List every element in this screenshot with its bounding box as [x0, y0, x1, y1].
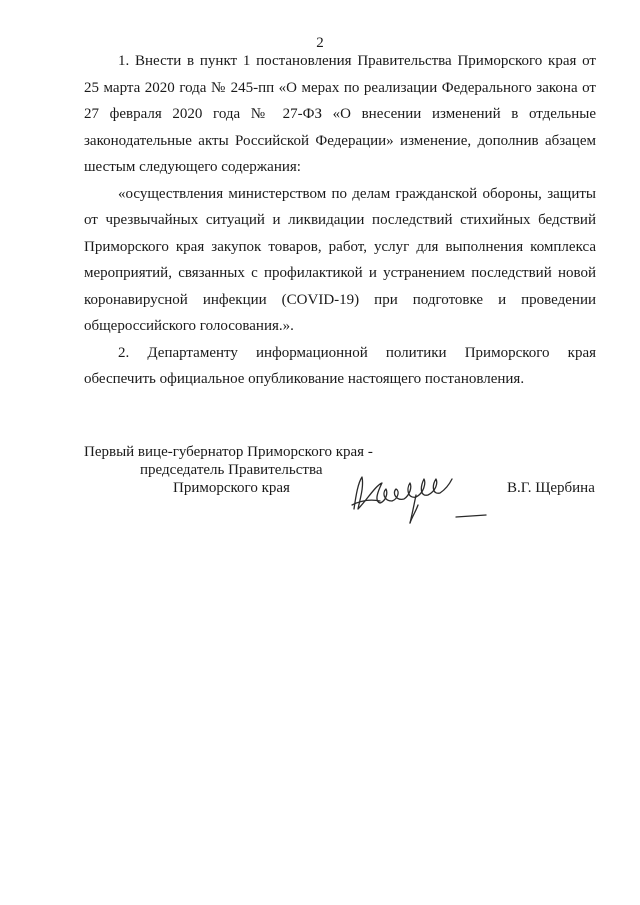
page-number: 2 [316, 35, 324, 51]
signatory-name: В.Г. Щербина [507, 480, 595, 496]
signatory-title-line-2: председатель Правительства [140, 462, 323, 478]
signatory-title-line-1: Первый вице-губернатор Приморского края - [84, 444, 373, 460]
paragraph-amend-clause: 1. Внести в пункт 1 постановления Правительства Приморского края от 25 марта 2020 года № 245-пп «О мерах по реализации Федерального закона от 27 февраля 2020 года № 27-ФЗ «О внесении изменений в отдельные законодательные акты Российской Федерации» изменение, дополнив абзацем шестым следующего содержания: [84, 53, 596, 175]
paragraph-quoted-text: «осуществления министерством по делам гражданской обороны, защиты от чрезвычайных ситуаций и ликвидации последствий стихийных бедствий Приморского края закупок товаров, работ, услуг для выполнения комплекса мероприятий, связанных с профилактикой и устранением последствий новой коронавирусной инфекции (COVID-19) при подготовке и проведении общероссийского голосования.». [84, 185, 596, 334]
handwritten-signature [346, 465, 496, 525]
document-body [84, 48, 596, 393]
paragraph-publication-order: 2. Департаменту информационной политики Приморского края обеспечить официальное опубликование настоящего постановления. [84, 344, 596, 387]
signature-block [84, 443, 604, 523]
signatory-title-line-3: Приморского края [173, 480, 290, 496]
